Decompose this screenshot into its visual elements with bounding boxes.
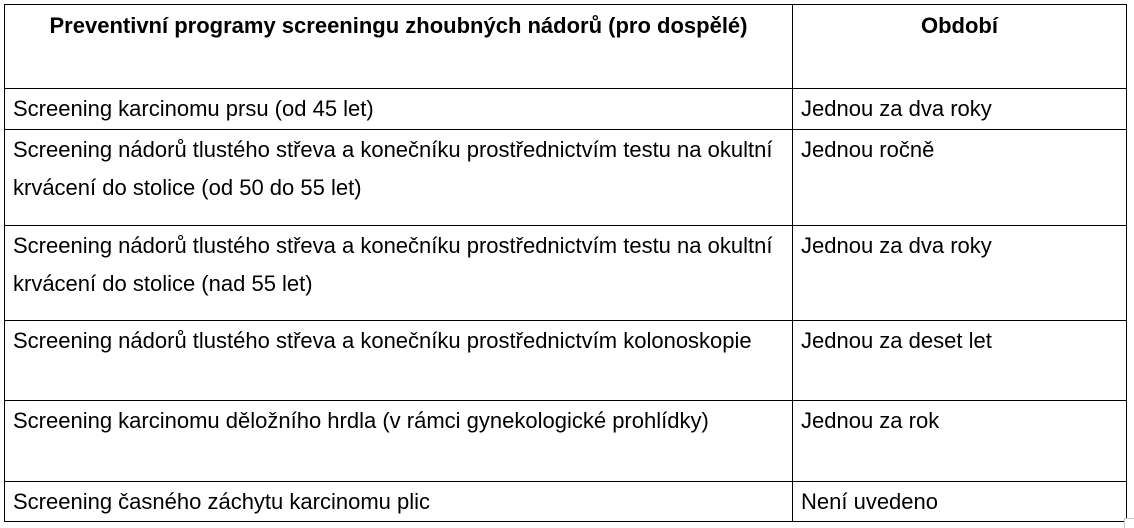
table-row bbox=[5, 401, 1127, 481]
table-row bbox=[5, 89, 1127, 129]
period-cell: Není uvedeno bbox=[793, 481, 1127, 521]
table-resize-handle[interactable] bbox=[1124, 518, 1134, 528]
table-row bbox=[5, 481, 1127, 521]
period-cell: Jednou za rok bbox=[793, 401, 1127, 481]
program-cell: Screening karcinomu děložního hrdla (v rámci gynekologické prohlídky) bbox=[5, 401, 793, 481]
program-cell: Screening časného záchytu karcinomu plic bbox=[5, 481, 793, 521]
screening-table bbox=[4, 4, 1127, 522]
table-row bbox=[5, 320, 1127, 400]
program-cell: Screening karcinomu prsu (od 45 let) bbox=[5, 89, 793, 129]
period-cell: Jednou za dva roky bbox=[793, 226, 1127, 321]
period-cell: Jednou ročně bbox=[793, 129, 1127, 226]
period-cell: Jednou za dva roky bbox=[793, 89, 1127, 129]
program-cell: Screening nádorů tlustého střeva a konečníku prostřednictvím testu na okultní krvácení do stolice (nad 55 let) bbox=[5, 226, 793, 321]
table-row bbox=[5, 129, 1127, 226]
document-page bbox=[4, 4, 1126, 522]
header-program: Preventivní programy screeningu zhoubných nádorů (pro dospělé) bbox=[5, 5, 793, 89]
table-row bbox=[5, 226, 1127, 321]
header-period: Období bbox=[793, 5, 1127, 89]
program-cell: Screening nádorů tlustého střeva a konečníku prostřednictvím kolonoskopie bbox=[5, 320, 793, 400]
program-cell: Screening nádorů tlustého střeva a konečníku prostřednictvím testu na okultní krvácení do stolice (od 50 do 55 let) bbox=[5, 129, 793, 226]
period-cell: Jednou za deset let bbox=[793, 320, 1127, 400]
table-header-row bbox=[5, 5, 1127, 89]
